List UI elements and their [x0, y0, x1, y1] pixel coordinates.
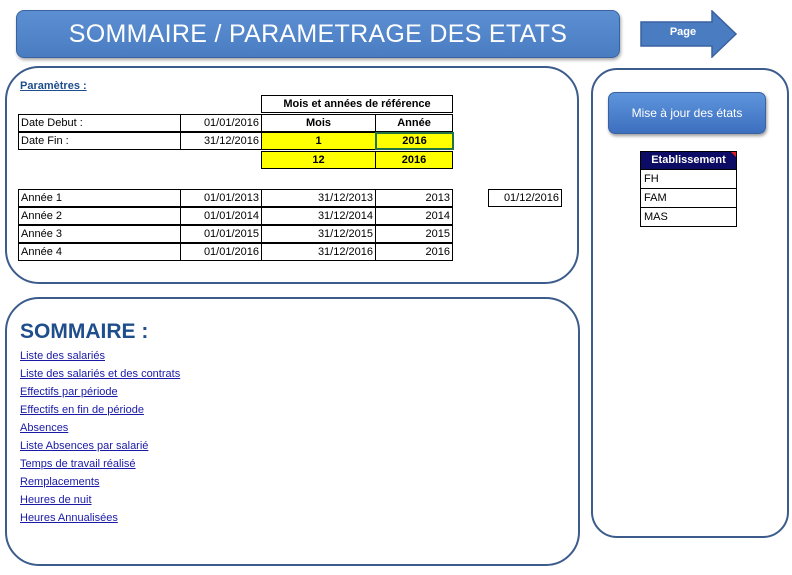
annee-debut-input[interactable]: 2016	[375, 132, 454, 150]
year-row-start: 01/01/2014	[180, 207, 262, 225]
col-annee-header: Année	[375, 114, 453, 132]
page-title-banner: SOMMAIRE / PARAMETRAGE DES ETATS	[16, 10, 620, 58]
summary-link[interactable]: Remplacements	[20, 476, 100, 488]
parameters-title: Paramètres :	[20, 80, 87, 92]
mois-fin-input[interactable]: 12	[261, 151, 376, 169]
update-reports-button[interactable]: Mise à jour des états	[608, 92, 766, 134]
year-row-start: 01/01/2016	[180, 243, 262, 261]
etablissement-item[interactable]: FH	[641, 169, 736, 188]
year-row-label: Année 1	[18, 189, 181, 207]
extra-date-cell: 01/12/2016	[488, 189, 562, 207]
date-debut-value[interactable]: 01/01/2016	[180, 114, 262, 132]
date-fin-value[interactable]: 31/12/2016	[180, 132, 262, 150]
page-button-label: Page	[669, 26, 697, 38]
year-row-year: 2014	[375, 207, 453, 225]
year-row-end: 31/12/2016	[261, 243, 376, 261]
summary-link[interactable]: Effectifs en fin de période	[20, 404, 144, 416]
summary-link[interactable]: Liste Absences par salarié	[20, 440, 149, 452]
summary-link[interactable]: Liste des salariés et des contrats	[20, 368, 181, 380]
summary-link[interactable]: Temps de travail réalisé	[20, 458, 136, 470]
year-row-year: 2013	[375, 189, 453, 207]
col-mois-header: Mois	[261, 114, 376, 132]
summary-title: SOMMAIRE :	[20, 320, 149, 343]
date-fin-label: Date Fin :	[18, 132, 181, 150]
summary-link[interactable]: Heures Annualisées	[20, 512, 118, 524]
year-row-label: Année 4	[18, 243, 181, 261]
etablissement-header[interactable]	[641, 152, 736, 169]
annee-fin-input[interactable]: 2016	[375, 151, 453, 169]
year-row-label: Année 2	[18, 207, 181, 225]
year-row-end: 31/12/2013	[261, 189, 376, 207]
summary-link[interactable]: Absences	[20, 422, 69, 434]
summary-link[interactable]: Heures de nuit	[20, 494, 92, 506]
year-row-label: Année 3	[18, 225, 181, 243]
year-row-year: 2016	[375, 243, 453, 261]
actions-panel	[591, 68, 789, 538]
year-row-start: 01/01/2013	[180, 189, 262, 207]
year-row-end: 31/12/2014	[261, 207, 376, 225]
mois-debut-input[interactable]: 1	[261, 132, 376, 150]
summary-link[interactable]: Liste des salariés	[20, 350, 105, 362]
reference-header: Mois et années de référence	[261, 95, 453, 113]
year-row-start: 01/01/2015	[180, 225, 262, 243]
etablissement-item[interactable]: FAM	[641, 188, 736, 207]
etablissement-item[interactable]: MAS	[641, 207, 736, 226]
comment-marker-icon	[731, 152, 736, 157]
summary-link[interactable]: Effectifs par période	[20, 386, 118, 398]
date-debut-label: Date Debut :	[18, 114, 181, 132]
etablissement-header-label: Etablissement	[651, 154, 726, 166]
etablissement-filter[interactable]	[640, 151, 737, 227]
page-navigation-button[interactable]	[640, 10, 738, 58]
year-row-year: 2015	[375, 225, 453, 243]
year-row-end: 31/12/2015	[261, 225, 376, 243]
